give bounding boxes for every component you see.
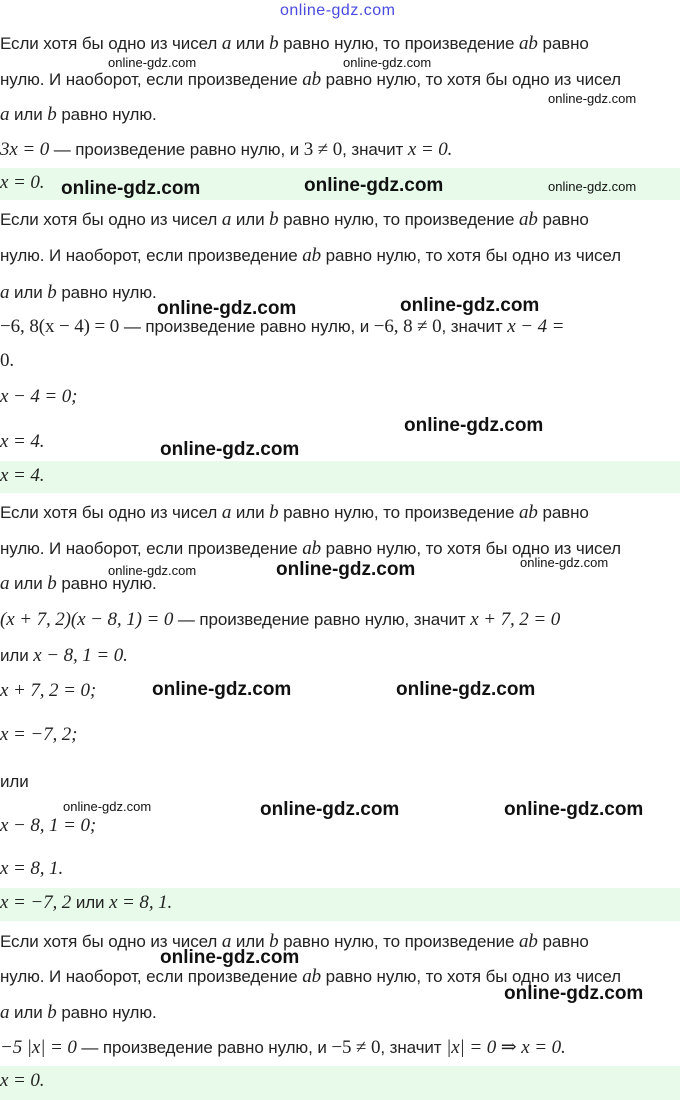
watermark: online-gdz.com [343, 55, 432, 70]
watermark: online-gdz.com [400, 295, 540, 316]
watermark: online-gdz.com [157, 298, 297, 319]
task3-solution: (x + 7, 2)(x − 8, 1) = 0 — произведение равно нулю, значит x + 7, 2 = 0 [0, 609, 561, 630]
task4-solution: −5 |x| = 0 — произведение равно нулю, и −5 ≠ 0, значит |x| = 0 ⇒ x = 0. [0, 1037, 566, 1058]
intro-line-1: Если хотя бы одно из чисел a или b равно нулю, то произведение ab равно [0, 33, 589, 54]
intro-line-1: Если хотя бы одно из чисел a или b равно нулю, то произведение ab равно [0, 209, 589, 230]
intro-line-2: нулю. И наоборот, если произведение ab равно нулю, то хотя бы одно из чисел [0, 538, 621, 559]
task3-step-3: x − 8, 1 = 0; [0, 815, 97, 836]
intro-line-3: a или b равно нулю. [0, 104, 157, 125]
task1-solution: 3x = 0 — произведение равно нулю, и 3 ≠ 0, значит x = 0. [0, 139, 453, 160]
task2-solution-cont: 0. [0, 350, 15, 371]
watermark: online-gdz.com [260, 799, 400, 820]
watermark: online-gdz.com [276, 559, 416, 580]
watermark: online-gdz.com [61, 178, 201, 199]
task3-step-1: x + 7, 2 = 0; [0, 680, 97, 701]
watermark: online-gdz.com [63, 799, 152, 814]
watermark: online-gdz.com [160, 947, 300, 968]
task3-step-2: x = −7, 2; [0, 724, 78, 745]
watermark: online-gdz.com [396, 679, 536, 700]
watermark: online-gdz.com [108, 563, 197, 578]
intro-line-2: нулю. И наоборот, если произведение ab равно нулю, то хотя бы одно из чисел [0, 69, 621, 90]
watermark: online-gdz.com [160, 439, 300, 460]
intro-line-3: a или b равно нулю. [0, 573, 157, 594]
intro-line-3: a или b равно нулю. [0, 282, 157, 303]
watermark: online-gdz.com [504, 983, 644, 1004]
watermark: online-gdz.com [520, 555, 609, 570]
intro-line-1: Если хотя бы одно из чисел a или b равно нулю, то произведение ab равно [0, 931, 589, 952]
watermark: online-gdz.com [108, 55, 197, 70]
task3-answer: x = −7, 2 или x = 8, 1. [0, 888, 680, 921]
task3-or: или [0, 772, 29, 791]
watermark: online-gdz.com [404, 415, 544, 436]
task2-step-1: x − 4 = 0; [0, 386, 78, 407]
intro-line-2: нулю. И наоборот, если произведение ab равно нулю, то хотя бы одно из чисел [0, 245, 621, 266]
watermark: online-gdz.com [548, 91, 637, 106]
intro-line-3: a или b равно нулю. [0, 1002, 157, 1023]
intro-line-2: нулю. И наоборот, если произведение ab равно нулю, то хотя бы одно из чисел [0, 966, 621, 987]
task1-answer: x = 0. [0, 168, 680, 200]
task2-solution: −6, 8(x − 4) = 0 — произведение равно нулю, и −6, 8 ≠ 0, значит x − 4 = [0, 316, 565, 337]
watermark: online-gdz.com [152, 679, 292, 700]
task3-step-4: x = 8, 1. [0, 858, 64, 879]
task2-step-2: x = 4. [0, 431, 45, 452]
task3-solution-cont: или x − 8, 1 = 0. [0, 645, 128, 666]
task2-answer: x = 4. [0, 461, 680, 493]
watermark: online-gdz.com [504, 799, 644, 820]
watermark: online-gdz.com [548, 179, 637, 194]
task4-answer: x = 0. [0, 1066, 680, 1100]
top-watermark: online-gdz.com [280, 2, 396, 19]
intro-line-1: Если хотя бы одно из чисел a или b равно нулю, то произведение ab равно [0, 502, 589, 523]
watermark: online-gdz.com [304, 175, 444, 196]
